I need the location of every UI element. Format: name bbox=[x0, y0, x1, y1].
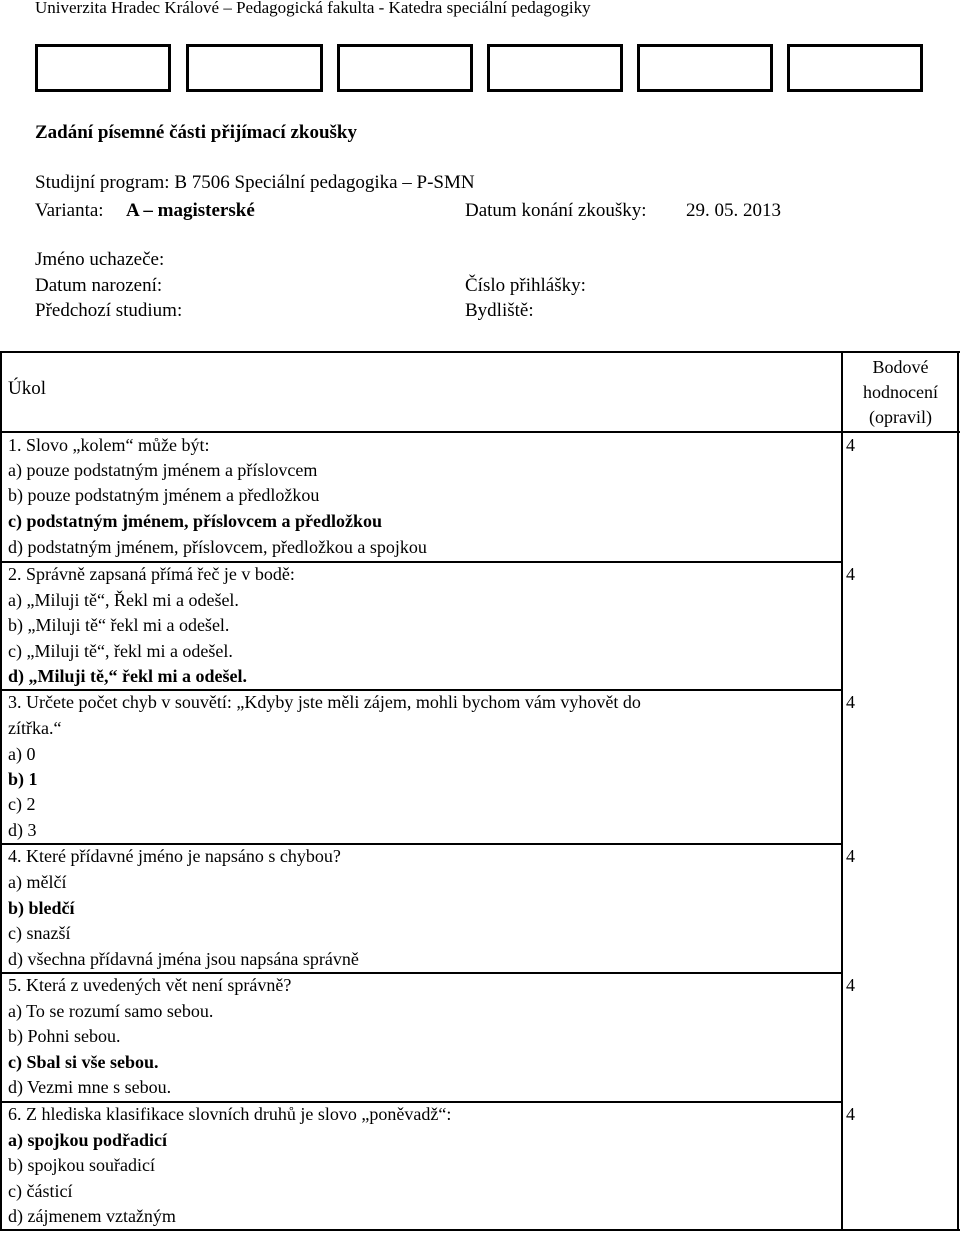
question-2-option-c: c) „Miluji tě“, řekl mi a odešel. bbox=[8, 641, 233, 661]
question-3: 3. Určete počet chyb v souvětí: „Kdyby jste měli zájem, mohli bychom vám vyhovět do bbox=[8, 692, 641, 712]
question-6-option-b: b) spojkou souřadicí bbox=[8, 1155, 155, 1175]
task-table bbox=[0, 351, 960, 1231]
score-header bbox=[843, 355, 958, 430]
table-column-divider bbox=[841, 351, 843, 1231]
question-5-score: 4 bbox=[846, 975, 855, 995]
table-header-divider bbox=[0, 431, 960, 433]
question-6-score: 4 bbox=[846, 1104, 855, 1124]
question-1: 1. Slovo „kolem“ může být: bbox=[8, 435, 210, 455]
residence-label: Bydliště: bbox=[465, 300, 534, 321]
question-5-option-c: c) Sbal si vše sebou. bbox=[8, 1052, 159, 1072]
question-1-option-c: c) podstatným jménem, příslovcem a předložkou bbox=[8, 511, 382, 531]
code-box-3[interactable] bbox=[337, 44, 473, 92]
question-6-option-a: a) spojkou podřadicí bbox=[8, 1130, 168, 1150]
question-6-option-c: c) částicí bbox=[8, 1181, 73, 1201]
table-border-bottom bbox=[0, 1229, 960, 1231]
question-3-option-a: a) 0 bbox=[8, 744, 36, 764]
university-header: Univerzita Hradec Králové – Pedagogická fakulta - Katedra speciální pedagogiky bbox=[35, 0, 591, 17]
question-4-option-d: d) všechna přídavná jména jsou napsána správně bbox=[8, 949, 359, 969]
table-border-left bbox=[0, 351, 2, 1231]
application-number-label: Číslo přihlášky: bbox=[465, 275, 586, 296]
exam-date-label: Datum konání zkoušky: bbox=[465, 200, 647, 221]
question-4-score: 4 bbox=[846, 846, 855, 866]
exam-title: Zadání písemné části přijímací zkoušky bbox=[35, 122, 357, 143]
code-box-5[interactable] bbox=[637, 44, 773, 92]
question-3-score: 4 bbox=[846, 692, 855, 712]
question-6: 6. Z hlediska klasifikace slovních druhů je slovo „poněvadž“: bbox=[8, 1104, 452, 1124]
question-2: 2. Správně zapsaná přímá řeč je v bodě: bbox=[8, 564, 295, 584]
question-1-option-d: d) podstatným jménem, příslovcem, předložkou a spojkou bbox=[8, 537, 427, 557]
score-header-line-2: hodnocení bbox=[863, 382, 938, 402]
question-3-option-b: b) 1 bbox=[8, 769, 38, 789]
table-border-right bbox=[957, 351, 959, 1231]
question-1-score: 4 bbox=[846, 435, 855, 455]
code-box-1[interactable] bbox=[35, 44, 171, 92]
code-box-2[interactable] bbox=[186, 44, 323, 92]
code-box-6[interactable] bbox=[787, 44, 923, 92]
question-2-option-a: a) „Miluji tě“, Řekl mi a odešel. bbox=[8, 590, 239, 610]
question-3-option-d: d) 3 bbox=[8, 820, 37, 840]
score-header-line-3: (opravil) bbox=[869, 407, 932, 427]
question-4: 4. Které přídavné jméno je napsáno s chybou? bbox=[8, 846, 341, 866]
question-4-option-a: a) mělčí bbox=[8, 872, 67, 892]
question-6-option-d: d) zájmenem vztažným bbox=[8, 1206, 176, 1226]
question-2-option-d: d) „Miluji tě,“ řekl mi a odešel. bbox=[8, 666, 247, 686]
question-2-score: 4 bbox=[846, 564, 855, 584]
question-4-option-c: c) snazší bbox=[8, 923, 71, 943]
question-3-option-c: c) 2 bbox=[8, 794, 36, 814]
table-border-top bbox=[0, 351, 960, 353]
task-header: Úkol bbox=[8, 378, 46, 399]
question-3-continued: zítřka.“ bbox=[8, 718, 62, 738]
question-5-option-a: a) To se rozumí samo sebou. bbox=[8, 1001, 214, 1021]
question-1-option-b: b) pouze podstatným jménem a předložkou bbox=[8, 485, 320, 505]
code-box-4[interactable] bbox=[487, 44, 623, 92]
variant-value: A – magisterské bbox=[126, 200, 255, 221]
question-5-option-b: b) Pohni sebou. bbox=[8, 1026, 121, 1046]
question-2-option-b: b) „Miluji tě“ řekl mi a odešel. bbox=[8, 615, 230, 635]
previous-study-label: Předchozí studium: bbox=[35, 300, 183, 321]
question-5: 5. Která z uvedených vět není správně? bbox=[8, 975, 292, 995]
question-4-option-b: b) bledčí bbox=[8, 898, 75, 918]
question-1-option-a: a) pouze podstatným jménem a příslovcem bbox=[8, 460, 318, 480]
birth-date-label: Datum narození: bbox=[35, 275, 163, 296]
applicant-name-label: Jméno uchazeče: bbox=[35, 249, 165, 270]
score-header-line-1: Bodové bbox=[872, 357, 929, 377]
program-line: Studijní program: B 7506 Speciální pedagogika – P-SMN bbox=[35, 172, 475, 193]
exam-date-value: 29. 05. 2013 bbox=[686, 200, 781, 221]
question-5-option-d: d) Vezmi mne s sebou. bbox=[8, 1077, 172, 1097]
variant-label: Varianta: bbox=[35, 200, 104, 221]
